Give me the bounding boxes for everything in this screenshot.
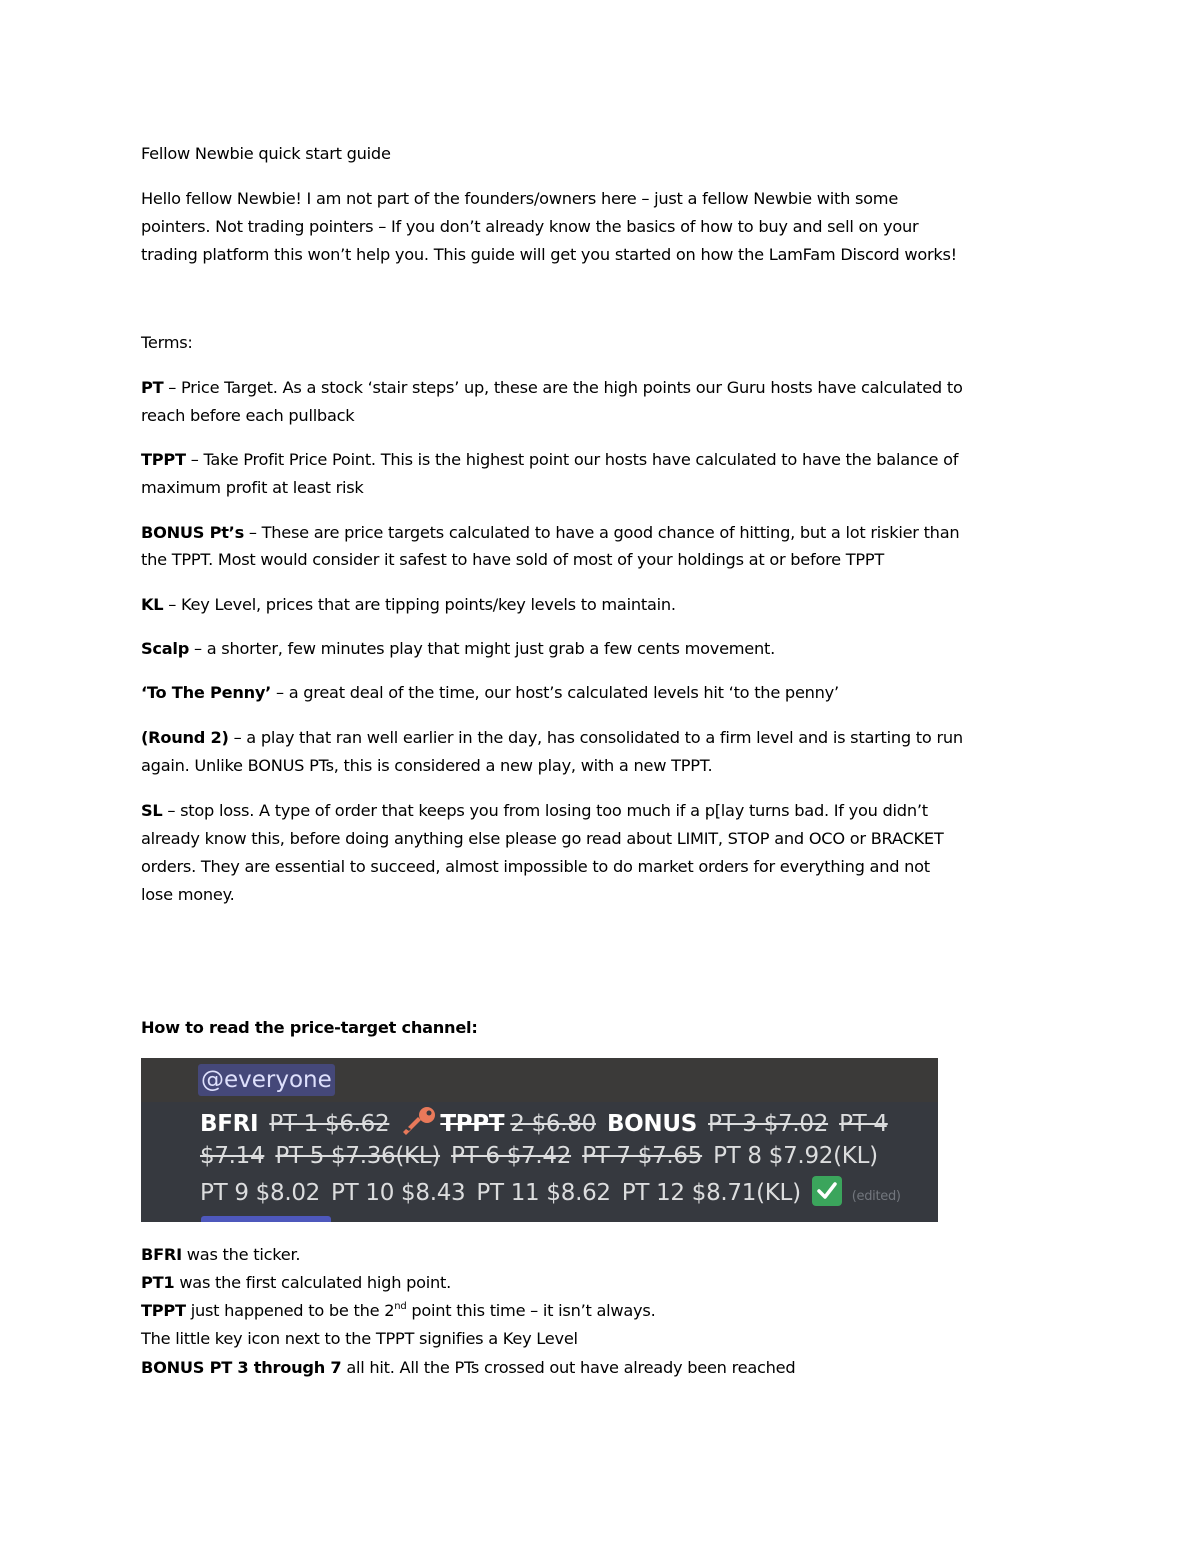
howto-heading-text: How to read the price-target channel: [141,1018,478,1037]
price-target-7: PT 7 $7.65 [582,1143,703,1169]
tppt-label: TPPT [440,1111,505,1137]
intro-line-1: Hello fellow Newbie! I am not part of the founders/owners here – just a fellow Newbie with some [141,189,899,208]
term-label: PT [141,378,164,397]
note-bonus [141,1354,795,1382]
note-text: all hit. All the PTs crossed out have already been reached [341,1358,796,1377]
term-round-2 [141,724,963,752]
term-scalp [141,635,775,663]
price-target-4-value: $7.14 [200,1143,265,1169]
terms-heading: Terms: [141,333,193,352]
note-bold: BFRI [141,1245,182,1264]
note-text: was the ticker. [181,1245,301,1264]
message-line-1 [200,1105,899,1140]
term-round-2-cont: again. Unlike BONUS PTs, this is considered a new play, with a new TPPT. [141,756,713,775]
note-bold: TPPT [141,1301,186,1320]
term-pt-cont: reach before each pullback [141,406,355,425]
term-label: KL [141,595,164,614]
term-label: ‘To The Penny’ [141,683,272,702]
superscript: nd [394,1300,407,1312]
note-text: was the first calculated high point. [174,1273,452,1292]
discord-message-screenshot [141,1058,938,1222]
price-target-5: PT 5 $7.36(KL) [275,1143,441,1169]
term-sl [141,797,928,825]
key-icon [400,1105,438,1137]
term-label: (Round 2) [141,728,229,747]
note-tppt [141,1297,655,1325]
note-text: just happened to be the 2 [185,1301,395,1320]
term-tppt [141,446,958,474]
edited-tag: (edited) [851,1189,901,1204]
howto-heading [141,1014,478,1042]
term-kl [141,591,676,619]
term-label: SL [141,801,163,820]
message-line-3 [200,1176,912,1213]
term-definition: – a great deal of the time, our host’s calculated levels hit ‘to the penny’ [271,683,839,702]
price-target-9: PT 9 $8.02 [200,1180,321,1206]
term-definition: – These are price targets calculated to have a good chance of hitting, but a lot riskier than [243,523,960,542]
term-definition: – Price Target. As a stock ‘stair steps’ up, these are the high points our Guru hosts have calculated to [163,378,963,397]
note-key-icon: The little key icon next to the TPPT signifies a Key Level [141,1329,578,1348]
check-mark-icon [812,1176,842,1206]
term-label: BONUS Pt’s [141,523,244,542]
note-pt1 [141,1269,451,1297]
price-target-6: PT 6 $7.42 [451,1143,572,1169]
price-target-1: PT 1 $6.62 [269,1111,390,1137]
next-message-highlight [201,1216,331,1222]
price-target-3: PT 3 $7.02 [708,1111,829,1137]
term-sl-cont-1: already know this, before doing anything else please go read about LIMIT, STOP and OCO or BRACKET [141,829,944,848]
intro-line-3: trading platform this won’t help you. This guide will get you started on how the LamFam Discord works! [141,245,957,264]
term-tppt-cont: maximum profit at least risk [141,478,364,497]
term-to-the-penny [141,679,839,707]
ticker: BFRI [200,1111,259,1137]
everyone-mention: @everyone [198,1064,335,1096]
price-target-11: PT 11 $8.62 [476,1180,611,1206]
term-sl-cont-2: orders. They are essential to succeed, almost impossible to do market orders for everything and not [141,857,930,876]
term-label: TPPT [141,450,186,469]
price-target-12: PT 12 $8.71(KL) [621,1180,801,1206]
note-bold: BONUS PT 3 through 7 [141,1358,342,1377]
term-label: Scalp [141,639,190,658]
term-definition: – Take Profit Price Point. This is the highest point our hosts have calculated to have the balance of [185,450,959,469]
term-bonus [141,519,959,547]
term-bonus-cont: the TPPT. Most would consider it safest to have sold of most of your holdings at or before TPPT [141,550,885,569]
term-sl-cont-3: lose money. [141,885,235,904]
term-definition: – a shorter, few minutes play that might just grab a few cents movement. [189,639,776,658]
term-pt [141,374,963,402]
tppt-value: 2 $6.80 [510,1111,596,1137]
note-text-cont: point this time – it isn’t always. [406,1301,656,1320]
term-definition: – stop loss. A type of order that keeps you from losing too much if a p[lay turns bad. If you didn’t [162,801,928,820]
term-definition: – Key Level, prices that are tipping points/key levels to maintain. [163,595,676,614]
price-target-10: PT 10 $8.43 [331,1180,466,1206]
message-line-2 [200,1140,889,1172]
intro-line-2: pointers. Not trading pointers – If you don’t already know the basics of how to buy and sell on your [141,217,919,236]
document-title: Fellow Newbie quick start guide [141,144,391,163]
term-definition: – a play that ran well earlier in the day, has consolidated to a firm level and is starting to run [228,728,963,747]
bonus-label: BONUS [606,1111,698,1137]
note-ticker [141,1241,300,1269]
price-target-4-label: PT 4 [839,1111,888,1137]
note-bold: PT1 [141,1273,175,1292]
price-target-8: PT 8 $7.92(KL) [713,1143,878,1169]
